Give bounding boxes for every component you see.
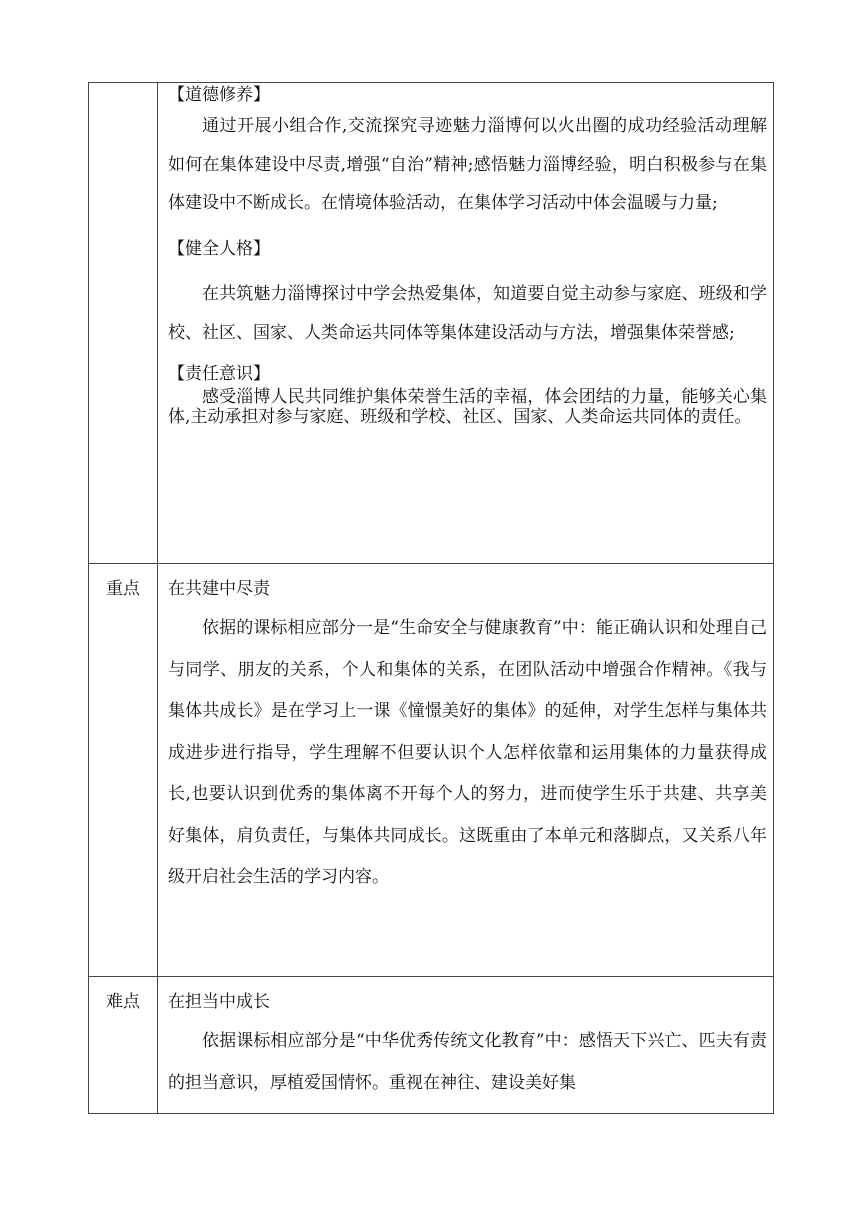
- difficulty-label: 难点: [106, 992, 140, 1012]
- core-literacy-cell: [158, 83, 774, 564]
- difficulty-row: [89, 977, 774, 1114]
- personality-heading: 【健全人格】: [168, 238, 270, 259]
- key-point-label: 重点: [106, 579, 140, 599]
- key-point-row: [89, 564, 774, 977]
- row-label-empty: [89, 83, 158, 564]
- difficulty-text: 依据课标相应部分是“中华优秀传统文化教育”中：感悟天下兴亡、匹夫有责的担当意识，厚植爱国情怀。重视在神往、建设美好集: [168, 1031, 767, 1093]
- personality-text: 在共筑魅力淄博探讨中学会热爱集体，知道要自觉主动参与家庭、班级和学校、社区、国家、人类命运共同体等集体建设活动与方法，增强集体荣誉感;: [168, 283, 767, 343]
- key-point-title: 在共建中尽责: [168, 579, 270, 599]
- difficulty-title: 在担当中成长: [168, 992, 270, 1012]
- lesson-plan-table: [88, 82, 774, 1114]
- moral-text: 通过开展小组合作,交流探究寻迹魅力淄博何以火出圈的成功经验活动理解如何在集体建设中尽责,增强“自治”精神;感悟魅力淄博经验，明白积极参与在集体建设中不断成长。在情境体验活动，在集体学习活动中体会温暖与力量;: [168, 116, 767, 213]
- key-point-text: 依据的课标相应部分一是“生命安全与健康教育”中：能正确认识和处理自己与同学、朋友的关系，个人和集体的关系，在团队活动中增强合作精神。《我与集体共成长》是在学习上一课《憧憬美好的集体》的延伸，对学生怎样与集体共成进步进行指导，学生理解不但要认识个人怎样依靠和运用集体的力量获得成长,也要认识到优秀的集体离不开每个人的努力，进而使学生乐于共建、共享美好集体，肩负责任，与集体共同成长。这既重由了本单元和落脚点，又关系八年级开启社会生活的学习内容。: [168, 618, 767, 887]
- responsibility-text: 感受淄博人民共同维护集体荣誉生活的幸福，体会团结的力量，能够关心集体,主动承担对参与家庭、班级和学校、社区、国家、人类命运共同体的责任。: [168, 386, 767, 427]
- moral-heading: 【道德修养】: [168, 85, 270, 105]
- responsibility-heading: 【责任意识】: [168, 363, 270, 384]
- difficulty-cell: [158, 977, 774, 1114]
- key-point-label-cell: [89, 564, 158, 977]
- difficulty-label-cell: [89, 977, 158, 1114]
- core-literacy-row: [89, 83, 774, 564]
- key-point-cell: [158, 564, 774, 977]
